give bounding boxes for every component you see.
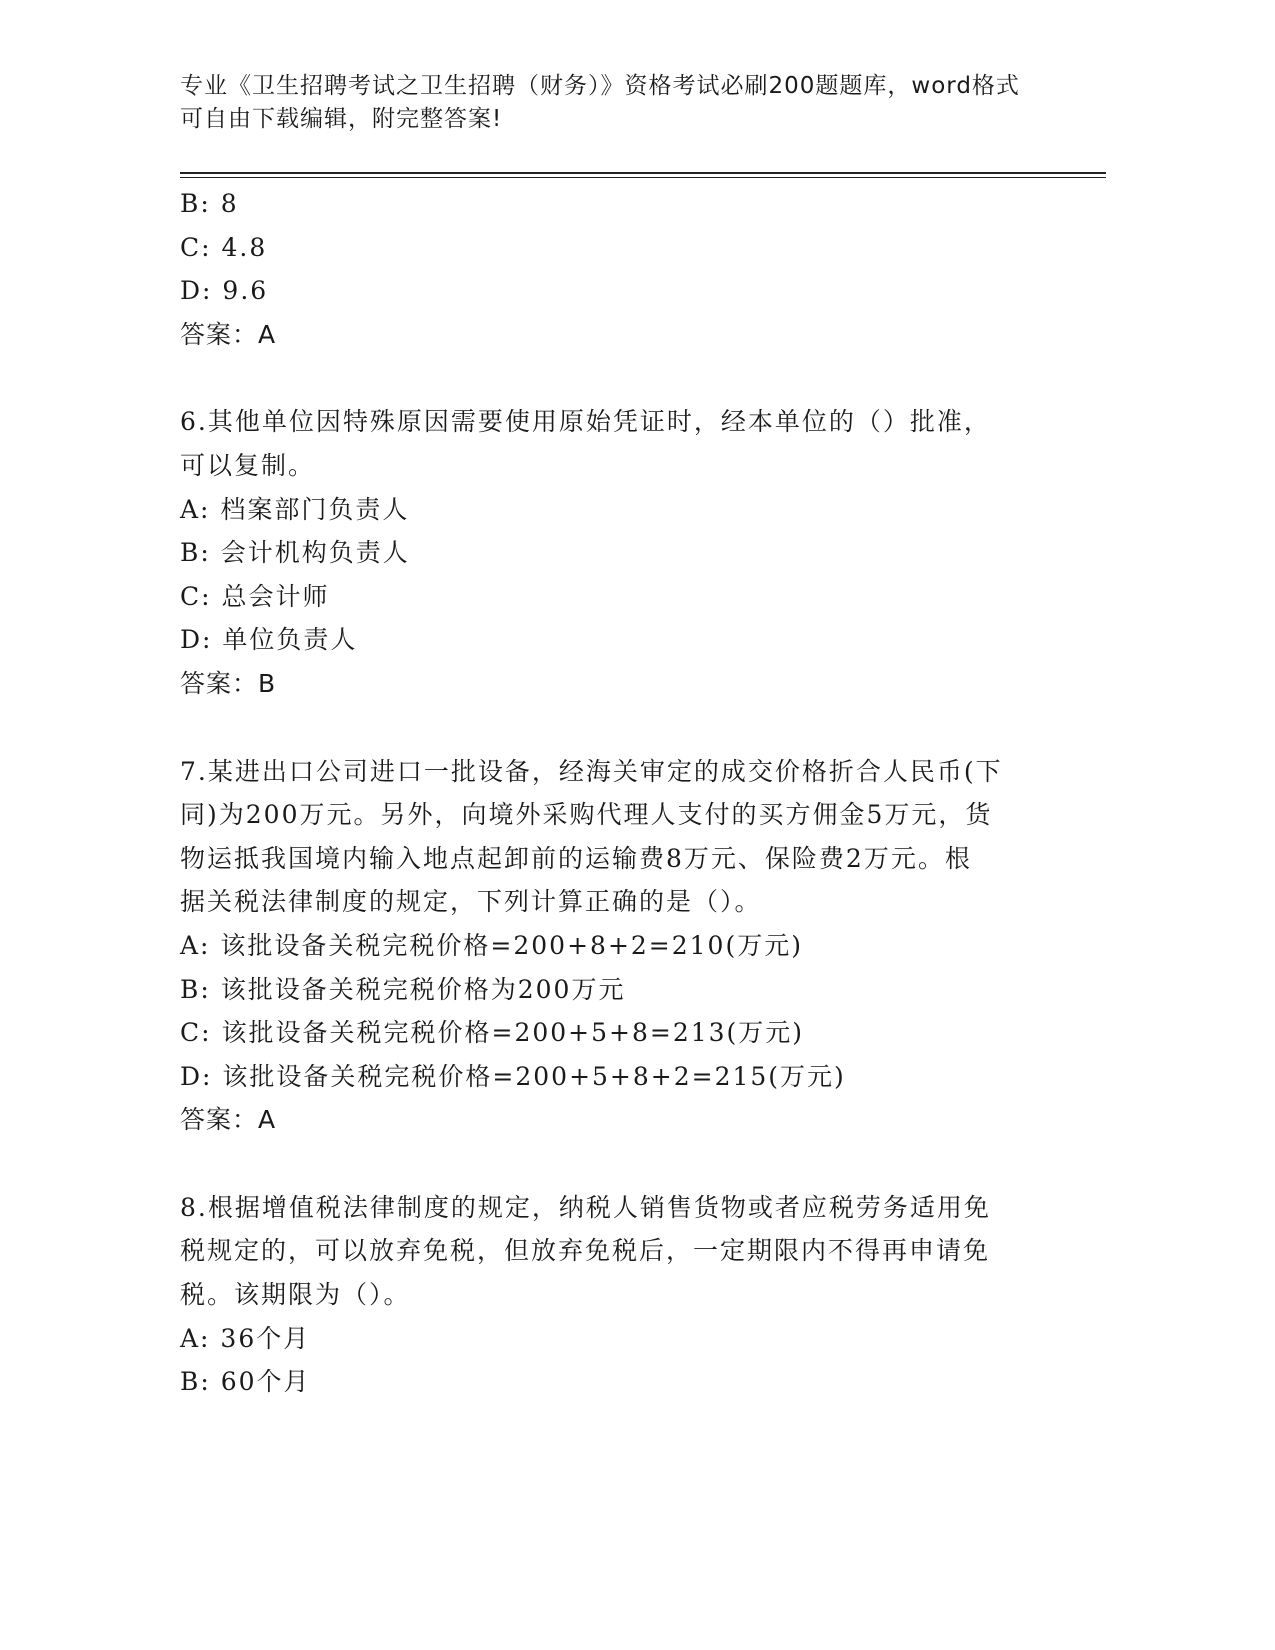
option-a: A: 36个月 bbox=[180, 1323, 311, 1353]
document-body bbox=[180, 182, 1040, 1404]
option-c: C: 该批设备关税完税价格=200+5+8=213(万元) bbox=[180, 1018, 805, 1048]
header-line-2: 可自由下载编辑，附完整答案! bbox=[180, 106, 503, 132]
answer-line: 答案：A bbox=[180, 1105, 277, 1135]
question-text-line: 7.某进出口公司进口一批设备，经海关审定的成交价格折合人民币(下 bbox=[180, 756, 1003, 786]
answer-line: 答案：A bbox=[180, 319, 277, 349]
option-d: D: 9.6 bbox=[180, 276, 269, 306]
option-d: D: 该批设备关税完税价格=200+5+8+2=215(万元) bbox=[180, 1061, 846, 1091]
option-c: C: 4.8 bbox=[180, 232, 268, 262]
question-text-line: 6.其他单位因特殊原因需要使用原始凭证时，经本单位的（）批准， bbox=[180, 407, 991, 437]
question-6 bbox=[180, 400, 1040, 705]
question-8 bbox=[180, 1186, 1040, 1404]
question-text-line: 同)为200万元。另外，向境外采购代理人支付的买方佣金5万元，货 bbox=[180, 800, 993, 830]
option-b: B: 60个月 bbox=[180, 1367, 311, 1397]
option-a: A: 该批设备关税完税价格=200+8+2=210(万元) bbox=[180, 930, 803, 960]
continued-question bbox=[180, 182, 1040, 356]
question-7 bbox=[180, 750, 1040, 1142]
question-text-line: 可以复制。 bbox=[180, 450, 316, 480]
header-divider-thick bbox=[180, 172, 1106, 174]
question-text-line: 税。该期限为（）。 bbox=[180, 1280, 411, 1310]
question-text-line: 据关税法律制度的规定，下列计算正确的是（）。 bbox=[180, 887, 762, 917]
option-d: D: 单位负责人 bbox=[180, 625, 358, 655]
question-text-line: 物运抵我国境内输入地点起卸前的运输费8万元、保险费2万元。根 bbox=[180, 843, 972, 873]
option-b: B: 该批设备关税完税价格为200万元 bbox=[180, 974, 626, 1004]
option-b: B: 8 bbox=[180, 189, 239, 218]
document-header bbox=[180, 70, 1040, 136]
question-text-line: 8.根据增值税法律制度的规定，纳税人销售货物或者应税劳务适用免 bbox=[180, 1192, 991, 1222]
question-text-line: 税规定的，可以放弃免税，但放弃免税后，一定期限内不得再申请免 bbox=[180, 1236, 991, 1266]
answer-line: 答案：B bbox=[180, 668, 277, 698]
option-a: A: 档案部门负责人 bbox=[180, 494, 410, 524]
header-line-1: 专业《卫生招聘考试之卫生招聘（财务）》资格考试必刷200题题库，word格式 bbox=[180, 73, 1020, 99]
header-divider-thin bbox=[180, 177, 1106, 178]
option-b: B: 会计机构负责人 bbox=[180, 538, 410, 568]
option-c: C: 总会计师 bbox=[180, 581, 330, 611]
